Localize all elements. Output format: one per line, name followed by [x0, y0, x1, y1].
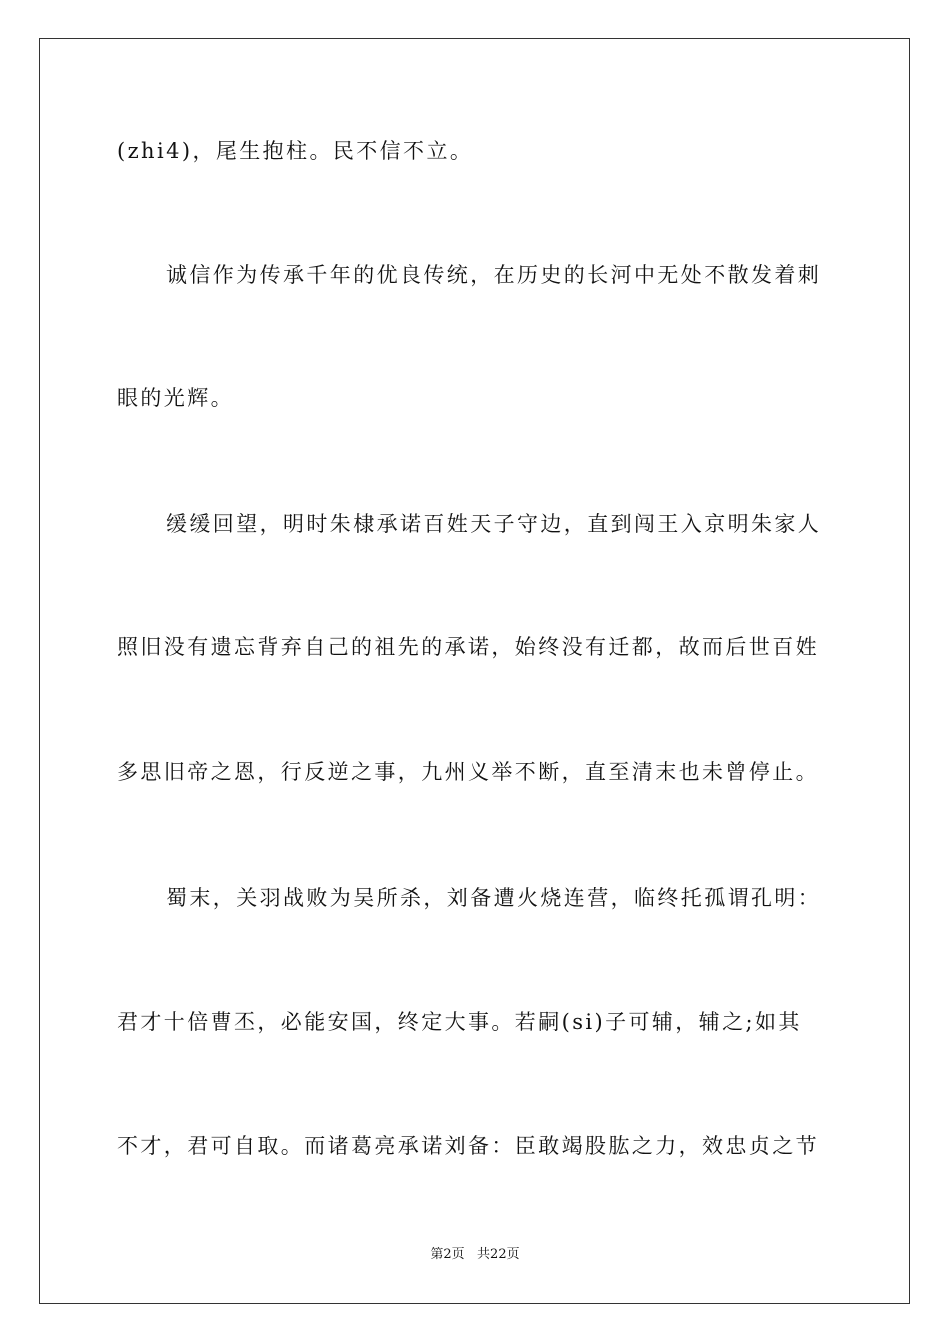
paragraph-line-7: 蜀末，关羽战败为吴所杀，刘备遭火烧连营，临终托孤谓孔明：: [166, 886, 822, 910]
paragraph-line-6: 多思旧帝之恩，行反逆之事，九州义举不断，直至清末也未曾停止。: [117, 760, 819, 784]
page-border: [39, 38, 910, 1304]
paragraph-line-4: 缓缓回望，明时朱棣承诺百姓天子守边，直到闯王入京明朱家人: [166, 512, 822, 536]
paragraph-line-1: (zhi4)，尾生抱柱。民不信不立。: [117, 139, 474, 163]
paragraph-line-3: 眼的光辉。: [117, 386, 234, 410]
paragraph-line-2: 诚信作为传承千年的优良传统，在历史的长河中无处不散发着刺: [166, 263, 822, 287]
paragraph-line-8: 君才十倍曹丕，必能安国，终定大事。若嗣(si)子可辅，辅之;如其: [117, 1010, 802, 1034]
paragraph-line-5: 照旧没有遗忘背弃自己的祖先的承诺，始终没有迁都，故而后世百姓: [117, 635, 819, 659]
paragraph-line-9: 不才，君可自取。而诸葛亮承诺刘备：臣敢竭股肱之力，效忠贞之节: [117, 1134, 819, 1158]
page-number-footer: 第2页 共22页: [430, 1247, 520, 1262]
